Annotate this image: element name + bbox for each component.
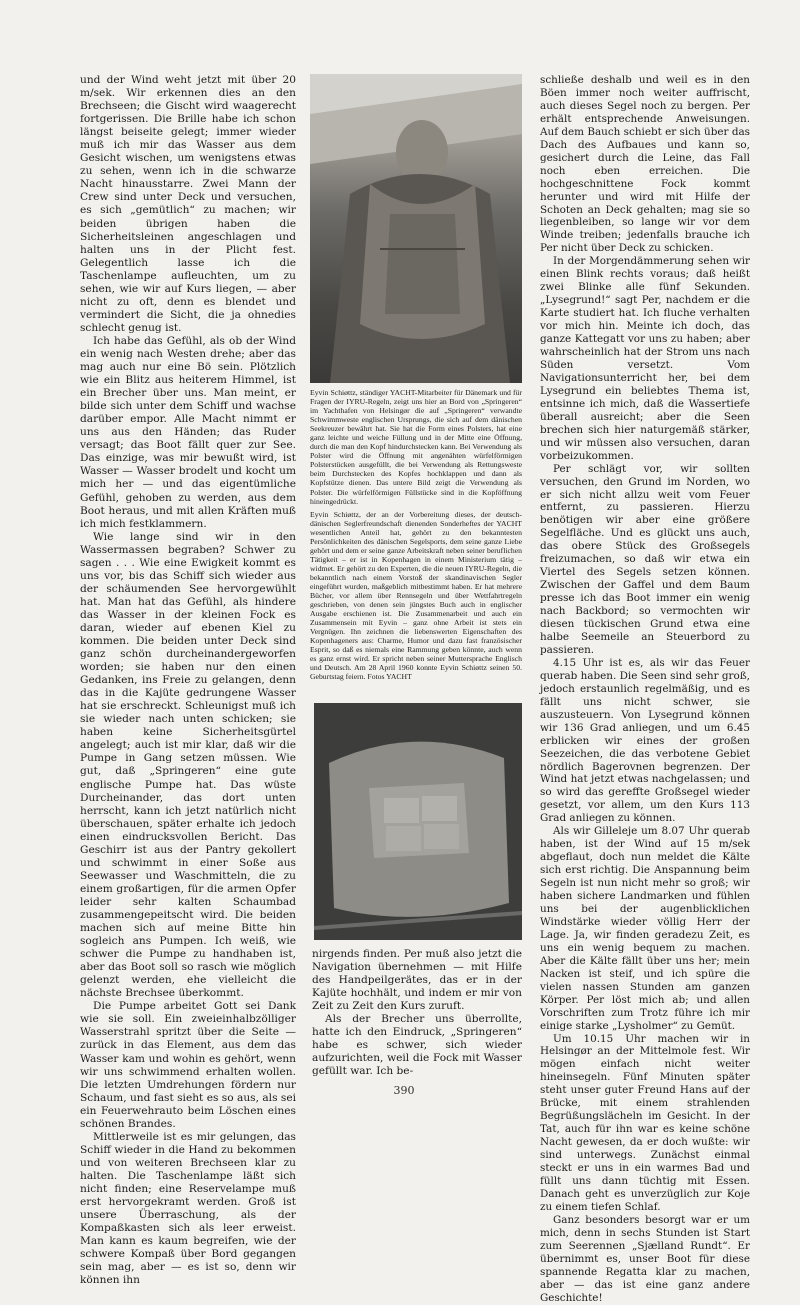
paragraph: Mittlerweile ist es mir gelungen, das Schiff wieder in die Hand zu bekommen und von weiteren Brechseen klar zu halten. Die Taschenlampe läßt sich nicht finden; eine Reservelampe muß erst hervorgekramt werden. Groß ist unsere Überraschung, als der Kompaßkasten sich als leer erweist. Man kann es kaum begreifen, wie der schwere Kompaß über Bord gegangen sein mag, aber — es ist so, denn wir können ihn: [80, 1130, 296, 1287]
paragraph: nirgends finden. Per muß also jetzt die Navigation übernehmen — mit Hilfe des Handpeilgerätes, das er in der Kajüte hochhält, und indem er mir von Zeit zu Zeit den Kurs zuruft.: [312, 948, 522, 1013]
paragraph: Um 10.15 Uhr machen wir in Helsingør an der Mittelmole fest. Wir mögen einfach nicht weiter hineinsegeln. Fünf Minuten später steht unser guter Freund Hans auf der Brücke, mit einem strahlenden Begrüßungslächeln im Gesicht. In der Tat, auch für ihn war es keine schöne Nacht gewesen, da er doch wußte: wir sind unterwegs. Zunächst einmal steckt er uns in ein warmes Bad und füllt uns dann tüchtig mit Essen. Danach geht es unverzüglich zur Koje zu einem tiefen Schlaf.: [540, 1032, 750, 1213]
paragraph: Als der Brecher uns überrollte, hatte ich den Eindruck, „Springeren“ habe es schwer, sich wieder aufzurichten, weil die Fock mit Wasser gefüllt war. Ich be-: [312, 1013, 522, 1078]
paragraph: Wie lange sind wir in den Wassermassen begraben? Schwer zu sagen . . . Wie eine Ewigkeit kommt es uns vor, bis das Schiff sich wieder aus der schäumenden See hervorgewühlt hat. Man hat das Gefühl, als hindere das Wasser in der kleinen Fock es daran, wieder auf ebenen Kiel zu kommen. Die beiden unter Deck sind ganz schön durcheinandergeworfen worden; sie haben nur den einen Gedanken, ins Freie zu gelangen, denn das in die Kajüte gedrungene Wasser hat sie erschreckt. Schleunigst muß ich sie wieder nach unten schicken; sie haben keine Sicherheitsgürtel angelegt; auch ist mir klar, daß wir die Pumpe in Gang setzen müssen. Wie gut, daß „Springeren“ eine gute englische Pumpe hat. Das wüste Durcheinander, das dort unten herrscht, kann ich jetzt natürlich nicht überschauen, später erhalte ich jedoch einen eindrucksvollen Bericht. Das Geschirr ist aus der Pantry gekollert und schwimmt in einer Soße aus Seewasser und Waschmitteln, die zu einem großartigen, für die armen Opfer leider sehr kalten Schaumbad zusammengepeitscht wird. Die beiden machen sich auf meine Bitte hin sogleich ans Pumpen. Ich weiß, wie schwer die Pumpe zu handhaben ist, aber das Boot soll so rasch wie möglich gelenzt werden, ehe vielleicht die nächste Brechsee überkommt.: [80, 530, 296, 1000]
photo-caption: [310, 388, 522, 696]
paragraph: Als wir Gilleleje um 8.07 Uhr querab haben, ist der Wind auf 15 m/sek abgeflaut, doch nun meldet die Kälte sich erst richtig. Die Anspannung beim Segeln ist nun nicht mehr so groß; wir haben sichere Landmarken und fühlen uns bei der augenblicklichen Windstärke wieder völlig Herr der Lage. Ja, wir finden geradezu Zeit, es uns ein wenig bequem zu machen. Aber die Kälte fällt über uns her; mein Nacken ist steif, und ich spüre die vielen nassen Stunden am ganzen Körper. Per löst mich ab; und allen Vorschriften zum Trotz führe ich mir einige starke „Lysholmer“ zu Gemüt.: [540, 825, 750, 1032]
paragraph: In der Morgendämmerung sehen wir einen Blink rechts voraus; daß heißt zwei Blinke alle fünf Sekunden. „Lysegrund!“ sagt Per, nachdem er die Karte studiert hat. Ich fluche verhalten vor mich hin. Meinte ich doch, das ganze Kattegatt vor uns zu haben; aber wahrscheinlich hat der Strom uns nach Süden versetzt. Vom Navigationsunterricht her, bei dem Lysegrund ein beliebtes Thema ist, entsinne ich mich, daß die Wassertiefe überall ausreicht; aber die Seen brechen sich hier naturgemäß stärker, und wir müssen also versuchen, daran vorbeizukommen.: [540, 255, 750, 462]
photo-man-with-life-vest: [310, 74, 522, 383]
paragraph: Ganz besonders besorgt war er um mich, denn in sechs Stunden ist Start zum Seerennen „Sjælland Rundt“. Er übernimmt es, unser Boot für diese spannende Regatta klar zu machen, aber — das ist eine ganz andere Geschichte!: [540, 1213, 750, 1304]
paragraph: und der Wind weht jetzt mit über 20 m/sek. Wir erkennen dies an den Brechseen; die Gischt wird waagerecht fortgerissen. Die Brille habe ich schon längst beiseite gelegt; immer wieder muß ich mir das Wasser aus dem Gesicht wischen, um wenigstens etwas zu sehen, wenn ich in die schwarze Nacht hinausstarre. Zwei Mann der Crew sind unter Deck und versuchen, es sich „gemütlich“ zu machen; wir beiden übrigen haben die Sicherheitsleinen angeschlagen und halten uns in der Plicht fest. Gelegentlich lasse ich die Taschenlampe aufleuchten, um zu sehen, wie wir auf Kurs liegen, — aber nicht zu oft, denn es blendet und vermindert die Sicht, die ja ohnedies schlecht genug ist.: [80, 74, 296, 334]
paragraph: Die Pumpe arbeitet Gott sei Dank wie sie soll. Ein zweieinhalbzölliger Wasserstrahl spritzt über die Seite — zurück in das Element, aus dem das Wasser kam und wohin es gehört, wenn wir uns schwimmend erhalten wollen. Die letzten Umdrehungen fördern nur Schaum, und fast sieht es so aus, als sei ein Feuerwehrauto beim Löschen eines schönen Brandes.: [80, 1000, 296, 1130]
photo-illustration: [314, 703, 522, 940]
caption-paragraph: Eyvin Schiøttz, ständiger YACHT-Mitarbeiter für Dänemark und für Fragen der IYRU-Regeln, zeigt uns hier an Bord von „Springeren“ im Yachthafen von Helsingør die auf „Springeren“ verwandte Schwimmweste englischen Ursprungs, die sich auf dem dänischen Seekreuzer bewährt hat. Sie hat die Form eines Polsters, hat eine ganz leichte und weiche Füllung und in der Mitte eine Öffnung, durch die man den Kopf hindurchstecken kann. Bei Verwendung als Polster wird die Öffnung mit angenähten würfelförmigen Polsterstücken ausgefüllt, die bei Verwendung als Rettungsweste beim Durchstecken des Kopfes hochklappen und dann als Kopfstütze dienen. Das untere Bild zeigt die Verwendung als Polster. Die würfelförmigen Füllstücke sind in die Kopföffnung hineingedrückt.: [310, 388, 522, 506]
photo-illustration: [310, 74, 522, 383]
photo-cushion: [314, 703, 522, 940]
paragraph: schließe deshalb und weil es in den Böen immer noch weiter auffrischt, auch dieses Segel noch zu bergen. Per erhält entsprechende Anweisungen. Auf dem Bauch schiebt er sich über das Dach des Aufbaues und kann so, gesichert durch die Leine, das Fall noch eben erreichen. Die hochgeschnittene Fock kommt herunter und wird mit Hilfe der Schoten an Deck gehalten; mag sie so liegenbleiben, so lange wir vor dem Winde treiben; jedenfalls brauche ich Per nicht über Deck zu schicken.: [540, 74, 750, 255]
article-column-middle: [312, 948, 522, 1078]
article-column-left: [80, 74, 296, 1287]
caption-paragraph: Eyvin Schiøttz, der an der Vorbereitung dieses, der deutsch-dänischen Seglerfreundschaft dienenden Sonderheftes der YACHT wesentlichen Anteil hat, gehört zu den bekanntesten Persönlichkeiten des dänischen Segelsports, dem seine ganze Liebe gehört und dem er seine ganze Arbeitskraft neben seiner beruflichen Tätigkeit – er ist in Kopenhagen in einem Ministerium tätig – widmet. Er gehört zu den Experten, die die neuen IYRU-Regeln, die bekanntlich nach einem Vorstoß der skandinavischen Segler eingeführt wurden, maßgeblich mitbestimmt haben. Er hat mehrere Bücher, vor allem über Rennsegeln und über Wettfahrtregeln geschrieben, von denen sein jüngstes Buch auch in englischer Ausgabe erschienen ist. Die Zusammenarbeit und auch ein Zusammensein mit Eyvin – ganz ohne Arbeit ist stets ein Vergnügen. Ihn zeichnen die liebenswerten Eigenschaften des Kopenhageners aus: Charme, Humor und dazu fast französischer Esprit, so daß es niemals eine Rammung geben könnte, auch wenn es ganz ernst wird. Er spricht neben seiner Muttersprache Englisch und Deutsch. Am 28 April 1960 konnte Eyvin Schiøttz seinen 50. Geburtstag feiern. Fotos YACHT: [310, 509, 522, 682]
paragraph: Per schlägt vor, wir sollten versuchen, den Grund im Norden, wo er sich nicht allzu weit vom Feuer entfernt, zu passieren. Hierzu benötigen wir aber eine größere Segelfläche. Und es glückt uns auch, das obere Stück des Großsegels freizumachen, so daß wir etwa ein Viertel des Segels setzen können. Zwischen der Gaffel und dem Baum presse ich das Boot immer ein wenig nach Backbord; so vermochten wir diesen tückischen Grund etwa eine halbe Seemeile an Steuerbord zu passieren.: [540, 462, 750, 656]
article-column-right: [540, 74, 750, 1304]
paragraph: Ich habe das Gefühl, als ob der Wind ein wenig nach Westen drehe; aber das mag auch nur eine Bö sein. Plötzlich wie ein Blitz aus heiterem Himmel, ist ein Brecher über uns. Man meint, er bilde sich unter dem Schiff und wachse darüber empor. Alle Macht nimmt er uns aus den Händen; das Ruder versagt; das Boot fällt quer zur See. Das einzige, was mir bewußt wird, ist Wasser — Wasser brodelt und kocht um mich her — und das eigentümliche Gefühl, gehoben zu werden, aus dem Boot heraus, und mit allen Kräften muß ich mich festklammern.: [80, 334, 296, 530]
page-number: 390: [393, 1084, 415, 1097]
paragraph: 4.15 Uhr ist es, als wir das Feuer querab haben. Die Seen sind sehr groß, jedoch erstaunlich regelmäßig, und es fällt uns nicht schwer, sie auszusteuern. Von Lysegrund können wir 136 Grad anliegen, und um 6.45 erblicken wir eines der großen Seezeichen, die das verbotene Gebiet nördlich Bagerovnen begrenzen. Der Wind hat jetzt etwas nachgelassen; und so wird das gereffte Großsegel wieder gesetzt, vor allem, um den Kurs 113 Grad anliegen zu können.: [540, 656, 750, 825]
